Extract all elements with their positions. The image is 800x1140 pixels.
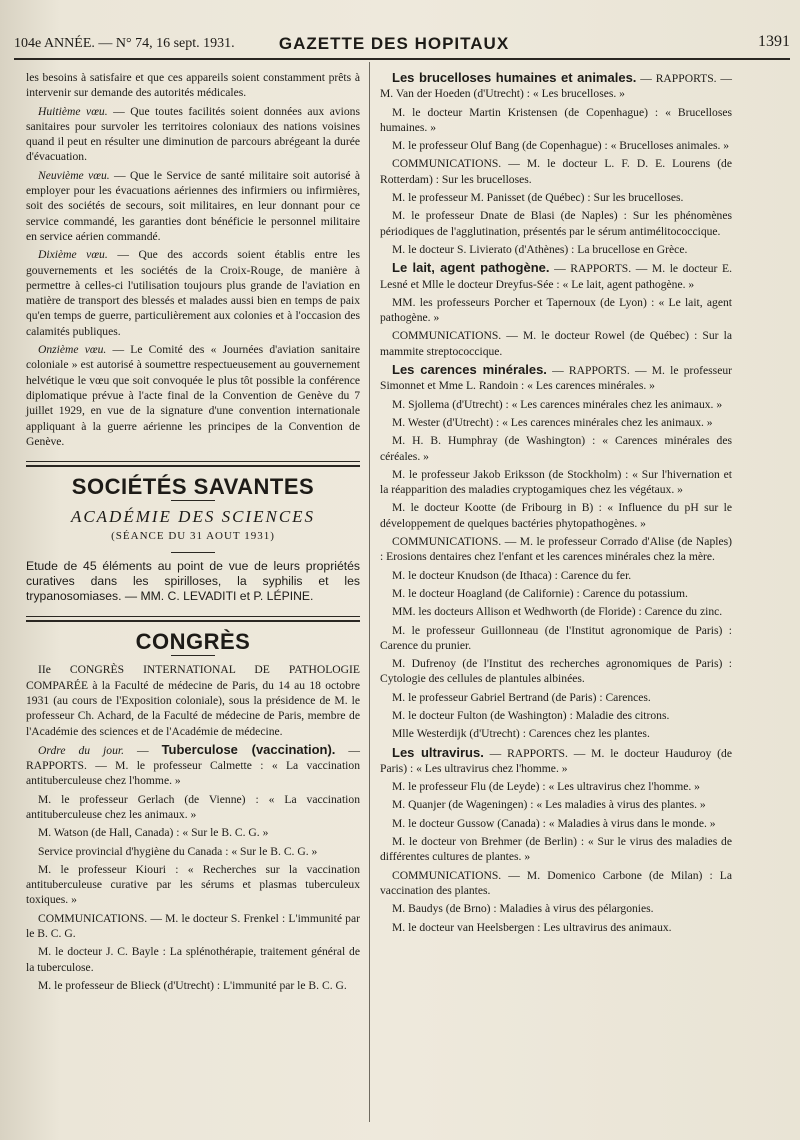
list-item: M. H. B. Humphray (de Washington) : « Carences minérales des céréales. » bbox=[380, 434, 732, 463]
paragraph bbox=[380, 260, 732, 292]
topic-title: Les ultravirus. bbox=[392, 744, 484, 760]
list-item: M. le docteur Hoagland (de Californie) : Carence du potassium. bbox=[392, 586, 688, 600]
list-item: M. Sjollema (d'Utrecht) : « Les carences minérales chez les animaux. » bbox=[392, 397, 723, 411]
list-item: M. le professeur Guillonneau (de l'Institut agronomique de Paris) : Carence du prunier. bbox=[380, 623, 732, 652]
voeu-label: Neuvième vœu. bbox=[38, 168, 110, 182]
list-item: MM. les professeurs Porcher et Tapernoux (de Lyon) : « Le lait, agent pathogène. » bbox=[380, 295, 732, 325]
list-item: M. Quanjer (de Wageningen) : « Les maladies à virus des plantes. » bbox=[392, 798, 706, 812]
paragraph bbox=[380, 362, 732, 394]
list-item: Mlle Westerdijk (d'Utrecht) : Carences chez les plantes. bbox=[392, 727, 650, 741]
topic-text: — RAPPORTS. — M. le docteur Hauduroy (de Paris) : « Les ultravirus chez l'homme. » bbox=[380, 746, 732, 775]
voeu-text: — Le Comité des « Journées d'aviation sanitaire coloniale » est autorisé à soumettre respectueusement au gouvernement helvétique le vœu que soit convoquée le plus tôt possible la conférence diplomatique prévue à l'acte final de la Convention de Genève du 7 juillet 1929, en vue de la signature d'une convention internationale appliquant à la guerre aérienne les principes de la Convention de Genève. bbox=[26, 343, 361, 448]
list-item: M. le docteur van Heelsbergen : Les ultravirus des animaux. bbox=[392, 920, 672, 934]
topic-title: Tuberculose (vaccination). bbox=[161, 741, 336, 757]
section-title-societes: SOCIÉTÉS SAVANTES bbox=[71, 474, 315, 500]
topic-title: Le lait, agent pathogène. bbox=[392, 260, 550, 276]
list-item: Service provincial d'hygiène du Canada : « Sur le B. C. G. » bbox=[38, 844, 318, 858]
paragraph bbox=[26, 104, 360, 165]
paragraph: les besoins à satisfaire et que ces appareils soient constamment prêts à intervenir sur demande des autorités médicales. bbox=[26, 71, 360, 100]
list-item: M. Dufrenoy (de l'Institut des recherches agronomiques de Paris) : Cytologie des cellules de plantules albinées. bbox=[380, 657, 732, 686]
section-rule bbox=[26, 616, 360, 622]
voeu-text: — Que le Service de santé militaire soit autorisé à employer pour les évacuations aériennes des infirmiers ou infirmières, soit des sociétés de secours, soit militaires, en leur donnant pour ce service commandé, les garanties dont bénéficie le personnel militaire en service aérien commandé. bbox=[26, 168, 360, 243]
list-item: M. le docteur Martin Kristensen (de Copenhague) : « Brucelloses humaines. » bbox=[380, 105, 732, 134]
list-item: COMMUNICATIONS. — M. le professeur Corrado d'Alise (de Naples) : Erosions dentaires chez l'enfant et les carences minérales chez la mère. bbox=[380, 535, 732, 564]
list-item: M. le docteur Kootte (de Fribourg in B) : « Influence du pH sur le développement de quelques bactéries phytopathogènes. » bbox=[380, 501, 732, 530]
short-rule bbox=[171, 552, 215, 553]
list-item: M. le professeur Dnate de Blasi (de Naples) : Sur les phénomènes périodiques de l'agglutination, présentés par le sérum antimélitococcique. bbox=[380, 209, 732, 238]
list-item: COMMUNICATIONS. — M. le docteur L. F. D. E. Lourens (de Rotterdam) : Sur les brucelloses. bbox=[380, 157, 732, 186]
list-item: COMMUNICATIONS. — M. le docteur Rowel (de Québec) : Sur la mammite streptococcique. bbox=[380, 329, 732, 358]
voeu-text: — Que des accords soient établis entre les gouvernements et les sociétés de la Croix-Rouge, de manière à permettre à celles-ci l'utilisation toujours plus grande de l'aviation en matière de transport des blessés et malades aussi bien en temps de paix qu'en temps de guerre, particulièrement aux colonies et à l'occasion des calamités publiques. bbox=[26, 248, 360, 338]
list-item: M. le professeur Gabriel Bertrand (de Paris) : Carences. bbox=[392, 690, 651, 704]
page-header bbox=[14, 28, 790, 60]
topic-title: Les brucelloses humaines et animales. bbox=[392, 70, 637, 85]
paragraph bbox=[26, 247, 360, 339]
congres-intro: IIe CONGRÈS INTERNATIONAL DE PATHOLOGIE COMPARÉE à la Faculté de médecine de Paris, du 14 au 18 octobre 1931 (au cours de l'Exposition coloniale), sous la présidence de M. le professeur Ch. Achard, de la Faculté de médecine de Paris, membre de l'Académie des sciences et de l'Académie de médecine. bbox=[26, 663, 360, 738]
section-rule bbox=[26, 461, 360, 467]
list-item: M. Baudys (de Brno) : Maladies à virus des pélargonies. bbox=[392, 902, 654, 916]
paragraph: Ordre du jour. — Tuberculose (vaccination). — RAPPORTS. — M. le professeur Calmette : « La vaccination antituberculeuse chez l'homme. » bbox=[26, 741, 361, 788]
list-item: M. le professeur Oluf Bang (de Copenhague) : « Brucelloses animales. » bbox=[392, 139, 730, 153]
page-number: 1391 bbox=[758, 33, 790, 50]
list-item: COMMUNICATIONS. — M. Domenico Carbone (de Milan) : La vaccination des plantes. bbox=[380, 868, 732, 897]
list-item: M. le docteur S. Livierato (d'Athènes) : La brucellose en Grèce. bbox=[392, 242, 688, 256]
column-divider bbox=[369, 62, 370, 1122]
paragraph bbox=[380, 745, 732, 777]
list-item: M. le professeur de Blieck (d'Utrecht) : L'immunité par le B. C. G. bbox=[38, 978, 347, 992]
issue-info: 104e ANNÉE. — N° 74, 16 sept. 1931. bbox=[14, 36, 235, 51]
list-item: M. le professeur Gerlach (de Vienne) : « La vaccination antituberculeuse chez les animaux. » bbox=[26, 792, 360, 821]
paragraph bbox=[26, 342, 360, 449]
list-item: M. le professeur Flu (de Leyde) : « Les ultravirus chez l'homme. » bbox=[392, 780, 700, 794]
topic-text: — RAPPORTS. — M. le docteur E. Lesné et Mlle le docteur Dreyfus-Sée : « Le lait, agent pathogène. » bbox=[380, 262, 732, 291]
short-rule bbox=[171, 655, 215, 656]
list-item: M. le docteur Fulton (de Washington) : Maladie des citrons. bbox=[392, 708, 670, 722]
list-item: COMMUNICATIONS. — M. le docteur S. Frenkel : L'immunité par le B. C. G. bbox=[26, 911, 360, 941]
list-item: M. le professeur Jakob Eriksson (de Stockholm) : « Sur l'hivernation et la réapparition des maladies cryptogamiques chez les végétaux. » bbox=[380, 467, 732, 497]
list-item: M. le docteur J. C. Bayle : La splénothérapie, traitement général de la tuberculose. bbox=[26, 945, 360, 974]
short-rule bbox=[171, 500, 215, 501]
list-item: MM. les docteurs Allison et Wedhworth (de Floride) : Carence du zinc. bbox=[392, 605, 723, 619]
topic-text: — RAPPORTS. — M. Van der Hoeden (d'Utrecht) : « Les brucelloses. » bbox=[380, 72, 732, 101]
voeu-text: — Que toutes facilités soient données aux avions sanitaires pour survoler les territoires coloniaux des nations voisines quand il peut en résulter une diminution de parcours abrégeant la durée d'évacuation. bbox=[26, 104, 360, 164]
voeu-label: Huitième vœu. bbox=[38, 104, 108, 118]
paragraph bbox=[26, 168, 360, 244]
left-column bbox=[26, 70, 360, 996]
section-title-congres: CONGRÈS bbox=[135, 629, 251, 655]
voeu-label: Dixième vœu. bbox=[38, 248, 108, 262]
list-item: M. le docteur Knudson (de Ithaca) : Carence du fer. bbox=[392, 568, 632, 582]
list-item: M. le professeur M. Panisset (de Québec) : Sur les brucelloses. bbox=[392, 191, 684, 205]
ordre-label: Ordre du jour. bbox=[38, 743, 124, 757]
list-item: M. le docteur von Brehmer (de Berlin) : « Sur le virus des maladies de différentes cultures de plantes. » bbox=[380, 835, 732, 864]
topic-text: — RAPPORTS. — M. le professeur Calmette : « La vaccination antituberculeuse chez l'homme. » bbox=[26, 743, 361, 788]
topic-text: — RAPPORTS. — M. le professeur Simonnet et Mme L. Randoin : « Les carences minérales. » bbox=[380, 364, 732, 393]
academie-title: ACADÉMIE DES SCIENCES bbox=[70, 507, 316, 527]
list-item: M. Watson (de Hall, Canada) : « Sur le B. C. G. » bbox=[38, 826, 269, 840]
journal-title: GAZETTE DES HOPITAUX bbox=[278, 34, 510, 53]
right-column bbox=[380, 70, 732, 938]
voeu-label: Onzième vœu. bbox=[38, 343, 107, 357]
list-item: M. Wester (d'Utrecht) : « Les carences minérales chez les animaux. » bbox=[392, 415, 713, 429]
seance-date: (SÉANCE DU 31 AOUT 1931) bbox=[111, 529, 275, 542]
list-item: M. le professeur Kiouri : « Recherches sur la vaccination antituberculeuse curative par les sérums et plasmas tuberculeux toxiques. » bbox=[26, 862, 360, 907]
paragraph bbox=[380, 70, 732, 102]
etude-abstract: Etude de 45 éléments au point de vue de leurs propriétés curatives dans les spirilloses, la syphilis et les trypanosomiases. — MM. C. LEVADITI et P. LÉPINE. bbox=[26, 559, 360, 604]
list-item: M. le docteur Gussow (Canada) : « Maladies à virus dans le monde. » bbox=[392, 816, 716, 830]
topic-title: Les carences minérales. bbox=[392, 362, 547, 378]
